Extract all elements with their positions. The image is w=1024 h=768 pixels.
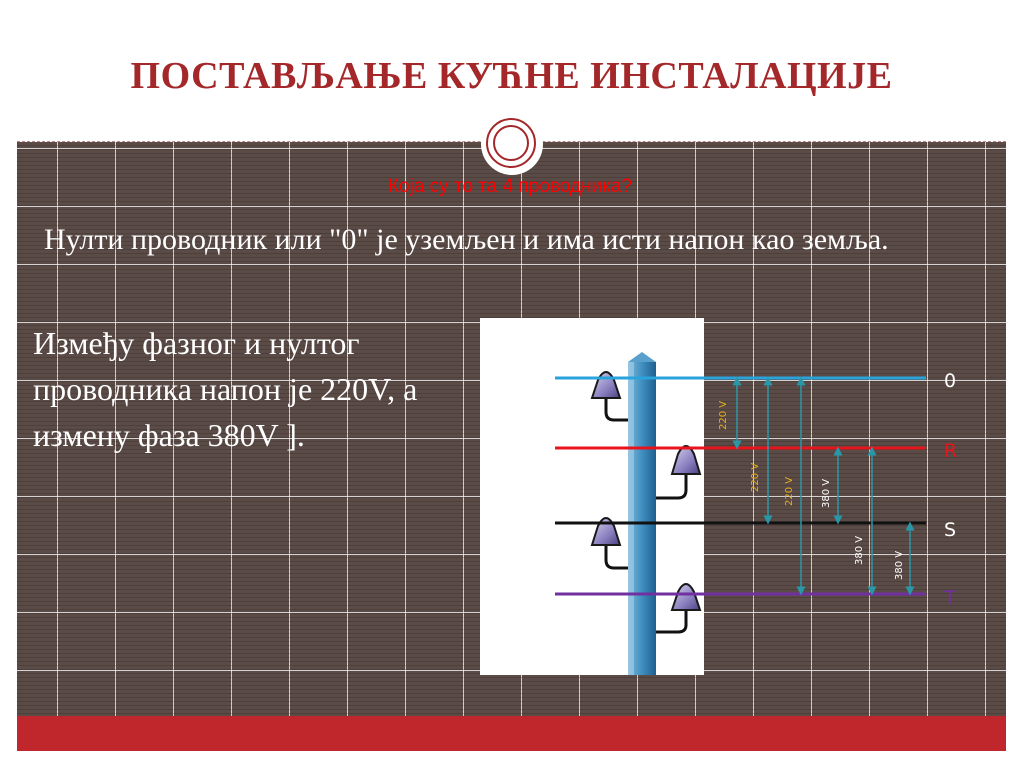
- slide-title: ПОСТАВЉАЊЕ КУЋНЕ ИНСТАЛАЦИЈЕ: [130, 55, 893, 97]
- conductor-label-r: R: [944, 440, 958, 462]
- question-text: Која су то та 4 проводника?: [387, 176, 632, 197]
- voltage-label-s-t: 380 V: [854, 535, 865, 565]
- ornament-inner-ring: [493, 125, 529, 161]
- conductor-label-s: S: [944, 519, 957, 541]
- voltage-description-text: Између фазног и нултог проводника напон је 220V, а измену фаза 380V ].: [33, 325, 418, 453]
- footer-band: [17, 716, 1006, 751]
- pole-figure-background: [480, 318, 704, 675]
- circle-ornament-icon: [481, 113, 543, 175]
- voltage-label-r-t: 380 V: [894, 550, 905, 580]
- voltage-label-0-t: 220 V: [784, 476, 795, 506]
- voltage-label-0-s: 220 V: [750, 462, 761, 492]
- conductor-label-0: 0: [944, 370, 957, 392]
- conductor-label-t: T: [944, 587, 956, 609]
- voltage-label-r-s: 380 V: [821, 478, 832, 508]
- voltage-label-0-r: 220 V: [718, 400, 729, 430]
- ornament-outer-ring: [486, 118, 536, 168]
- neutral-conductor-text: Нулти проводник или "0" је уземљен и има исти напон као земља.: [44, 223, 889, 256]
